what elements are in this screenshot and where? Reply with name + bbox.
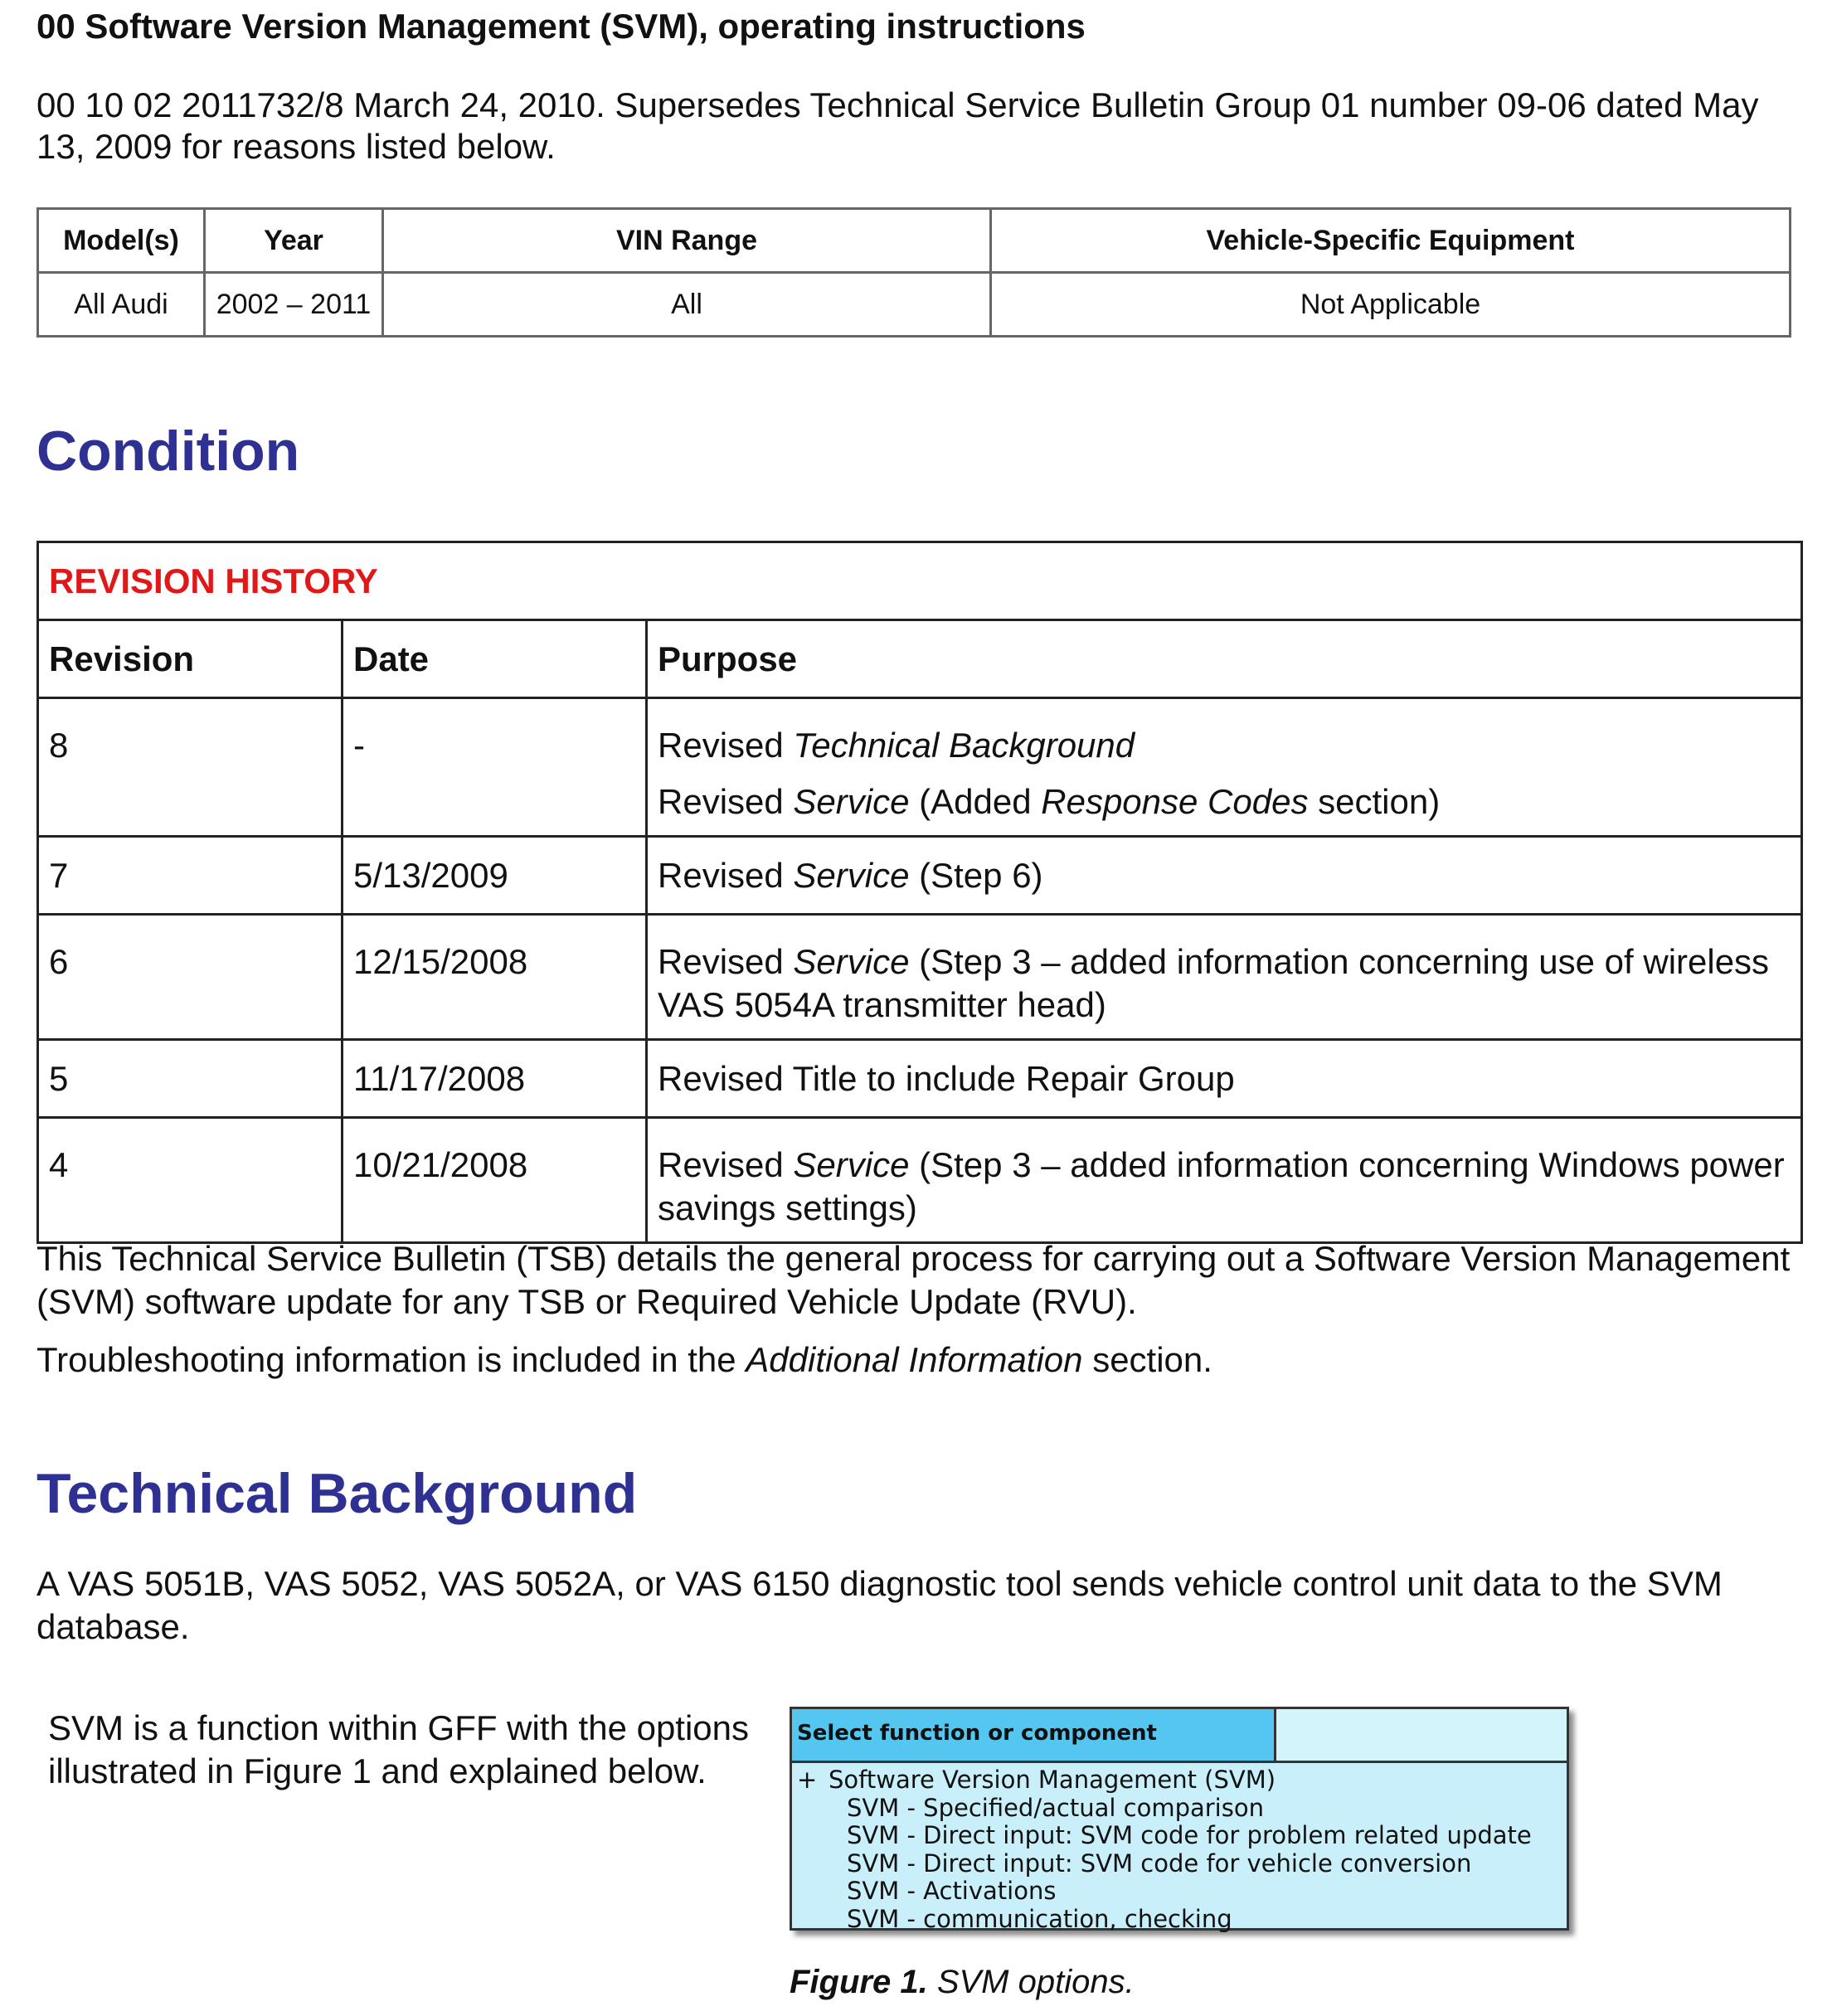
revision-date: 11/17/2008	[343, 1040, 647, 1118]
expand-plus-icon: +	[797, 1766, 818, 1794]
svm-options-figure	[790, 1707, 1569, 1931]
header-models: Model(s)	[38, 209, 205, 273]
list-item: SVM - Specified/actual comparison	[847, 1793, 1264, 1822]
condition-paragraph: This Technical Service Bulletin (TSB) details the general process for carrying out a Software Version Management (SVM) software update for any TSB or Required Vehicle Update (RVU).	[36, 1239, 1791, 1321]
revision-number: 4	[38, 1118, 343, 1243]
bulletin-intro: 00 10 02 2011732/8 March 24, 2010. Supersedes Technical Service Bulletin Group 01 number 09-06 dated May 13, 2009 for reasons listed below.	[36, 85, 1759, 166]
condition-heading: Condition	[36, 420, 300, 483]
revision-history-table	[36, 541, 1803, 1244]
revision-purpose: Revised Service (Step 3 – added information concerning use of wireless VAS 5054A transmitter head)	[647, 915, 1802, 1040]
revision-history-title: REVISION HISTORY	[38, 542, 1802, 620]
table-row	[38, 1040, 1802, 1118]
header-equipment: Vehicle-Specific Equipment	[991, 209, 1791, 273]
table-row	[38, 837, 1802, 915]
revision-number: 5	[38, 1040, 343, 1118]
header-year: Year	[205, 209, 383, 273]
revision-number: 6	[38, 915, 343, 1040]
cell-models: All Audi	[38, 273, 205, 337]
figure-caption: Figure 1. SVM options.	[790, 1964, 1135, 2000]
revision-date: 12/15/2008	[343, 915, 647, 1040]
revision-header-row	[38, 620, 1802, 698]
table-row	[38, 1118, 1802, 1243]
list-item: SVM - Direct input: SVM code for problem related update	[847, 1821, 1532, 1849]
applicability-row	[38, 273, 1791, 337]
figure-header	[792, 1709, 1567, 1763]
technical-background-paragraph: A VAS 5051B, VAS 5052, VAS 5052A, or VAS 6150 diagnostic tool sends vehicle control unit data to the SVM database.	[36, 1564, 1723, 1646]
list-item: SVM - Activations	[847, 1877, 1057, 1905]
svm-function-paragraph: SVM is a function within GFF with the options illustrated in Figure 1 and explained below.	[48, 1708, 750, 1790]
revision-date: 5/13/2009	[343, 837, 647, 915]
header-revision: Revision	[38, 620, 343, 698]
revision-date: 10/21/2008	[343, 1118, 647, 1243]
revision-purpose	[647, 698, 1802, 837]
revision-purpose: Revised Service (Step 6)	[647, 837, 1802, 915]
cell-year: 2002 – 2011	[205, 273, 383, 337]
svm-options-list	[792, 1763, 1567, 1933]
revision-title-row	[38, 542, 1802, 620]
revision-date: -	[343, 698, 647, 837]
header-vin-range: VIN Range	[383, 209, 991, 273]
applicability-header-row	[38, 209, 1791, 273]
document-title: 00 Software Version Management (SVM), operating instructions	[36, 7, 1086, 46]
revision-purpose: Revised Title to include Repair Group	[647, 1040, 1802, 1118]
table-row	[38, 698, 1802, 837]
technical-background-heading: Technical Background	[36, 1462, 638, 1525]
revision-number: 8	[38, 698, 343, 837]
list-item: SVM - Direct input: SVM code for vehicle conversion	[847, 1848, 1472, 1878]
figure-header-blank	[1276, 1709, 1567, 1761]
cell-equipment: Not Applicable	[991, 273, 1791, 337]
purpose-line: Revised Service (Added Response Codes section)	[658, 782, 1441, 821]
header-date: Date	[343, 620, 647, 698]
header-purpose: Purpose	[647, 620, 1802, 698]
table-row	[38, 915, 1802, 1040]
list-item: SVM - communication, checking	[847, 1904, 1232, 1933]
list-item: + Software Version Management (SVM)	[797, 1766, 1276, 1794]
purpose-line: Revised Technical Background	[658, 726, 1135, 765]
applicability-table	[36, 207, 1791, 338]
revision-purpose: Revised Service (Step 3 – added information concerning Windows power savings settings)	[647, 1118, 1802, 1243]
cell-vin-range: All	[383, 273, 991, 337]
select-function-label: Select function or component	[792, 1709, 1276, 1761]
troubleshooting-paragraph: Troubleshooting information is included in the Additional Information section.	[36, 1340, 1212, 1379]
revision-number: 7	[38, 837, 343, 915]
